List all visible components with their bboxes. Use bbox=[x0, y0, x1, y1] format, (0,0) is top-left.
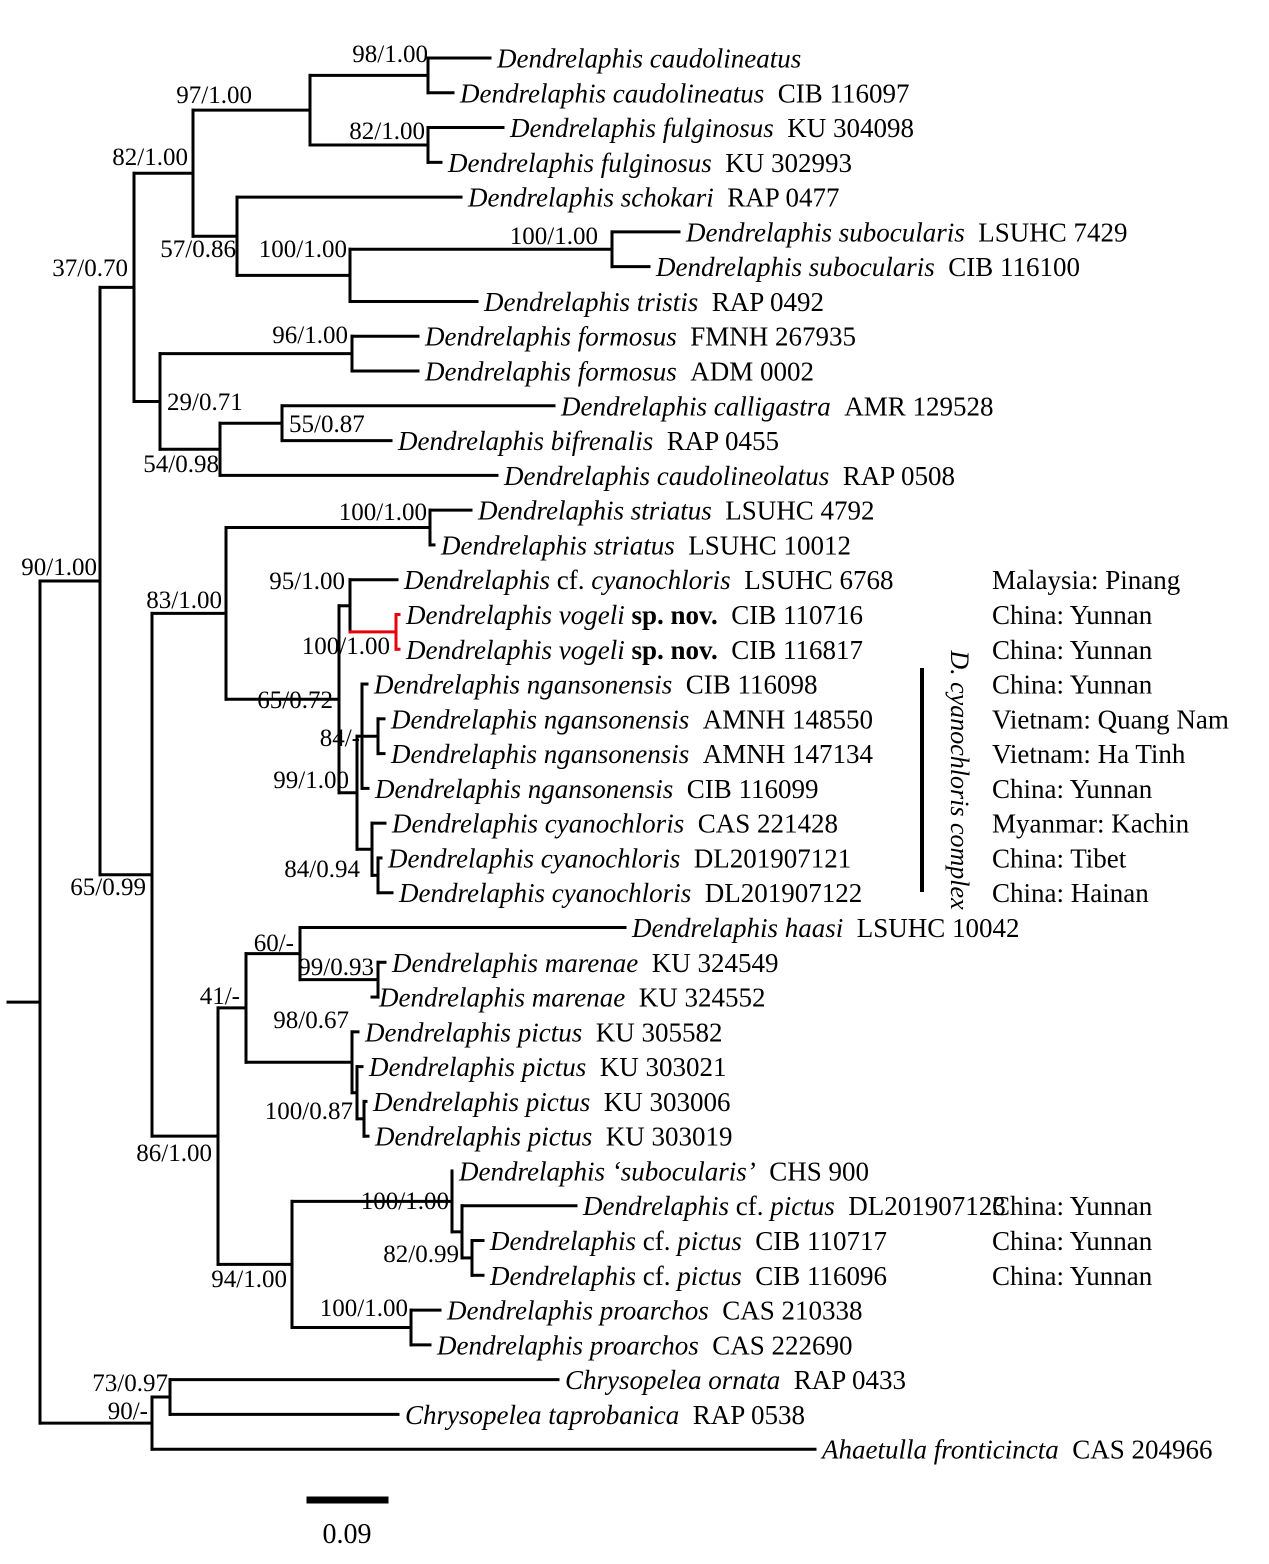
taxon-label: Dendrelaphis proarchos CAS 210338 bbox=[447, 1295, 863, 1326]
support-value: 83/1.00 bbox=[146, 587, 222, 614]
taxon-label: Dendrelaphis striatus LSUHC 10012 bbox=[441, 530, 852, 561]
support-value: 57/0.86 bbox=[160, 236, 236, 263]
locality-label: Myanmar: Kachin bbox=[992, 808, 1190, 839]
locality-label: Vietnam: Quang Nam bbox=[992, 704, 1229, 735]
support-value: 99/0.93 bbox=[298, 954, 374, 981]
taxon-label: Chrysopelea ornata RAP 0433 bbox=[565, 1365, 907, 1396]
support-value: 54/0.98 bbox=[143, 451, 219, 478]
locality-label: China: Yunnan bbox=[992, 599, 1153, 630]
taxon-label: Dendrelaphis ‘subocularis’ CHS 900 bbox=[459, 1156, 870, 1187]
support-value: 100/1.00 bbox=[301, 633, 390, 660]
taxon-label: Dendrelaphis cf. pictus CIB 116096 bbox=[490, 1260, 887, 1291]
locality-label: Vietnam: Ha Tinh bbox=[992, 739, 1186, 770]
taxon-label: Dendrelaphis cf. pictus CIB 110717 bbox=[490, 1226, 887, 1257]
taxon-label: Dendrelaphis schokari RAP 0477 bbox=[468, 182, 840, 213]
taxon-label: Dendrelaphis caudolineatus CIB 116097 bbox=[460, 78, 910, 109]
taxon-label: Dendrelaphis pictus KU 303006 bbox=[373, 1086, 731, 1117]
taxon-label: Dendrelaphis formosus FMNH 267935 bbox=[425, 321, 857, 352]
support-value: 100/1.00 bbox=[258, 236, 347, 263]
taxon-label: Dendrelaphis caudolineatus bbox=[497, 43, 802, 74]
support-value: 99/1.00 bbox=[273, 767, 349, 794]
support-value: 100/1.00 bbox=[319, 1295, 408, 1322]
taxon-label: Dendrelaphis ngansonensis AMNH 148550 bbox=[391, 704, 874, 735]
support-value: 65/0.72 bbox=[257, 687, 333, 714]
locality-label: China: Hainan bbox=[992, 878, 1149, 909]
taxon-label: Dendrelaphis fulginosus KU 304098 bbox=[510, 113, 915, 144]
taxon-label: Dendrelaphis marenae KU 324552 bbox=[379, 982, 766, 1013]
taxon-label: Dendrelaphis pictus KU 303019 bbox=[375, 1121, 733, 1152]
taxon-label: Dendrelaphis fulginosus KU 302993 bbox=[448, 147, 853, 178]
support-value: 84/0.94 bbox=[284, 856, 360, 883]
support-value: 41/- bbox=[199, 983, 240, 1010]
support-value: 98/1.00 bbox=[352, 41, 428, 68]
taxon-label: Dendrelaphis subocularis LSUHC 7429 bbox=[686, 217, 1128, 248]
taxon-label: Dendrelaphis cyanochloris CAS 221428 bbox=[392, 808, 838, 839]
taxon-label: Dendrelaphis striatus LSUHC 4792 bbox=[478, 495, 875, 526]
taxon-label: Dendrelaphis ngansonensis CIB 116098 bbox=[374, 669, 818, 700]
taxon-label: Dendrelaphis cyanochloris DL201907121 bbox=[388, 843, 852, 874]
locality-label: Malaysia: Pinang bbox=[992, 565, 1181, 596]
taxon-label: Dendrelaphis formosus ADM 0002 bbox=[425, 356, 815, 387]
support-value: 29/0.71 bbox=[167, 389, 243, 416]
support-value: 98/0.67 bbox=[273, 1007, 349, 1034]
support-value: 82/0.99 bbox=[383, 1241, 459, 1268]
support-value: 55/0.87 bbox=[289, 411, 365, 438]
taxon-label: Ahaetulla fronticincta CAS 204966 bbox=[822, 1434, 1213, 1465]
taxon-label: Dendrelaphis vogeli sp. nov. CIB 116817 bbox=[406, 634, 864, 665]
locality-label: China: Yunnan bbox=[992, 1260, 1153, 1291]
support-value: 96/1.00 bbox=[272, 322, 348, 349]
locality-label: China: Yunnan bbox=[992, 773, 1153, 804]
support-value: 37/0.70 bbox=[52, 255, 128, 282]
locality-label: China: Yunnan bbox=[992, 1226, 1153, 1257]
taxon-label: Dendrelaphis cyanochloris DL201907122 bbox=[399, 878, 863, 909]
support-value: 82/1.00 bbox=[112, 144, 188, 171]
support-value: 97/1.00 bbox=[176, 82, 252, 109]
taxon-label: Dendrelaphis ngansonensis CIB 116099 bbox=[375, 773, 819, 804]
support-value: 100/1.00 bbox=[338, 499, 427, 526]
support-value: 100/1.00 bbox=[360, 1188, 449, 1215]
taxon-label: Dendrelaphis cf. cyanochloris LSUHC 6768 bbox=[404, 565, 894, 596]
taxon-label: Dendrelaphis proarchos CAS 222690 bbox=[437, 1330, 853, 1361]
taxon-label: Dendrelaphis calligastra AMR 129528 bbox=[561, 391, 994, 422]
support-value: 65/0.99 bbox=[70, 874, 146, 901]
taxon-label: Dendrelaphis bifrenalis RAP 0455 bbox=[398, 426, 780, 457]
taxon-label: Dendrelaphis pictus KU 305582 bbox=[365, 1017, 723, 1048]
taxon-label: Dendrelaphis pictus KU 303021 bbox=[369, 1052, 727, 1083]
support-value: 90/1.00 bbox=[21, 554, 97, 581]
taxon-label: Dendrelaphis cf. pictus DL201907123 bbox=[583, 1191, 1006, 1222]
locality-label: China: Tibet bbox=[992, 843, 1127, 874]
taxon-label: Dendrelaphis marenae KU 324549 bbox=[392, 947, 779, 978]
taxon-label: Dendrelaphis subocularis CIB 116100 bbox=[656, 252, 1081, 283]
locality-label: China: Yunnan bbox=[992, 634, 1153, 665]
support-value: 100/1.00 bbox=[509, 223, 598, 250]
complex-bracket-label: D. cyanochloris complex bbox=[945, 650, 974, 910]
taxon-label: Chrysopelea taprobanica RAP 0538 bbox=[405, 1399, 805, 1430]
locality-label: China: Yunnan bbox=[992, 669, 1153, 700]
taxon-label: Dendrelaphis haasi LSUHC 10042 bbox=[632, 913, 1020, 943]
scale-bar-value: 0.09 bbox=[322, 1519, 372, 1550]
support-value: 90/- bbox=[107, 1398, 148, 1425]
taxon-label: Dendrelaphis tristis RAP 0492 bbox=[484, 286, 825, 317]
support-value: 100/0.87 bbox=[264, 1098, 353, 1125]
support-value: 73/0.97 bbox=[92, 1370, 168, 1397]
support-value: 82/1.00 bbox=[349, 118, 425, 145]
support-value: 94/1.00 bbox=[211, 1266, 287, 1293]
support-value: 84/- bbox=[319, 725, 360, 752]
support-value: 86/1.00 bbox=[136, 1140, 212, 1167]
taxon-label: Dendrelaphis caudolineolatus RAP 0508 bbox=[504, 460, 955, 491]
support-value: 60/- bbox=[253, 930, 294, 957]
locality-label: China: Yunnan bbox=[992, 1191, 1153, 1222]
taxon-label: Dendrelaphis vogeli sp. nov. CIB 110716 bbox=[406, 599, 864, 630]
support-value: 95/1.00 bbox=[269, 568, 345, 595]
taxon-label: Dendrelaphis ngansonensis AMNH 147134 bbox=[391, 739, 874, 770]
